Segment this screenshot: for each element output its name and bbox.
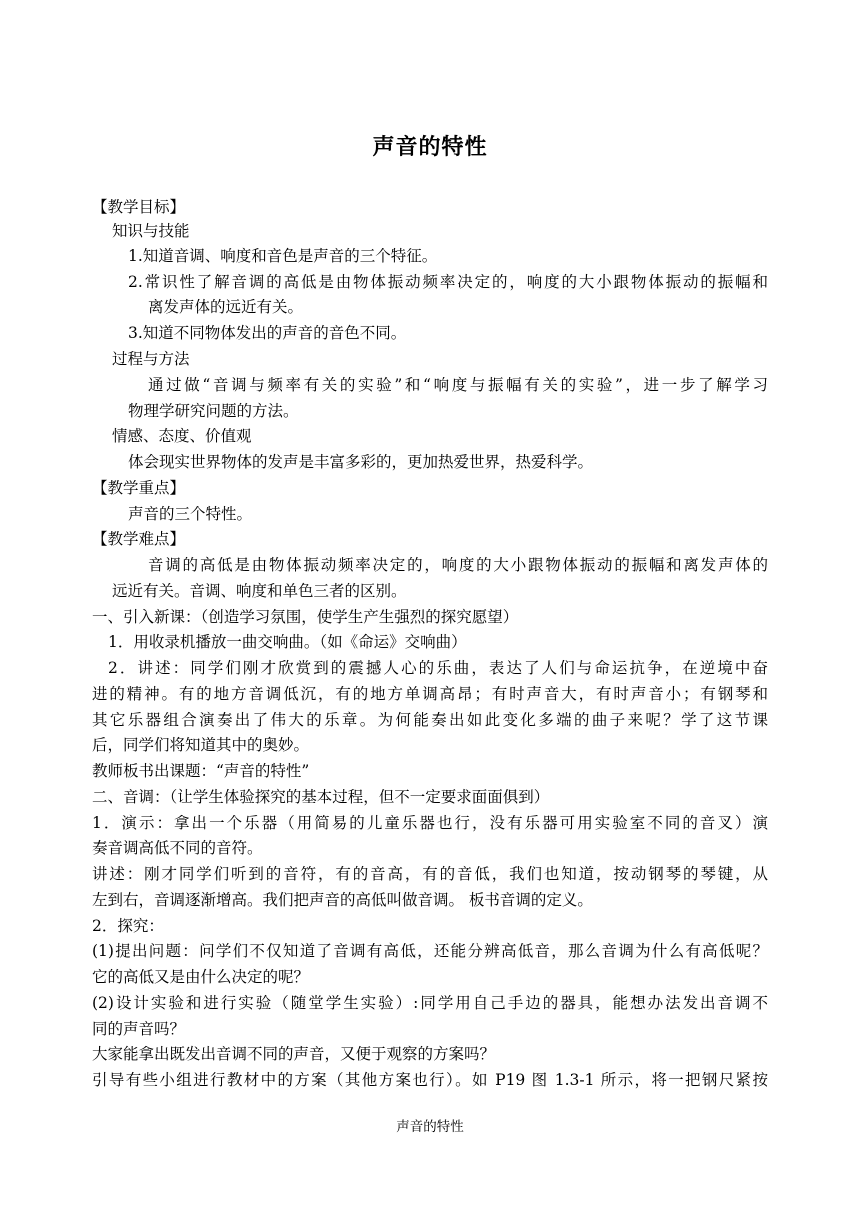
text-line: 大家能拿出既发出音调不同的声音，又便于观察的方案吗？ [92, 1045, 496, 1063]
text-line: 后，同学们将知道其中的奥妙。 [92, 736, 310, 754]
text-line: 2．讲述：同学们刚才欣赏到的震撼人心的乐曲，表达了人们与命运抗争，在逆境中奋 [108, 659, 768, 677]
text-line: (2)设计实验和进行实验（随堂学生实验）:同学用自己手边的器具，能想办法发出音调不 [92, 994, 768, 1012]
text-line: 1.知道音调、响度和音色是声音的三个特征。 [128, 247, 438, 265]
text-line: 2.常识性了解音调的高低是由物体振动频率决定的，响度的大小跟物体振动的振幅和 [128, 273, 768, 291]
text-line: (1)提出问题：问学们不仅知道了音调有高低，还能分辨高低音，那么音调为什么有高低呢？ [92, 942, 768, 960]
text-line: 同的声音吗？ [92, 1020, 186, 1038]
text-line: 远近有关。音调、响度和单色三者的区别。 [112, 582, 407, 600]
text-line: 3.知道不同物体发出的声音的音色不同。 [128, 324, 407, 342]
section-heading-pitch: 二、音调：（让学生体验探究的基本过程，但不一定要求面面俱到） [92, 788, 550, 806]
subheading-process-methods: 过程与方法 [112, 350, 190, 368]
text-line: 通过做“音调与频率有关的实验”和“响度与振幅有关的实验”，进一步了解学习 [148, 376, 768, 394]
subheading-knowledge-skills: 知识与技能 [112, 222, 190, 240]
text-line: 其它乐器组合演奏出了伟大的乐章。为何能奏出如此变化多端的曲子来呢？学了这节课 [92, 711, 768, 729]
text-line: 体会现实世界物体的发声是丰富多彩的，更加热爱世界，热爱科学。 [128, 453, 594, 471]
text-line: 物理学研究问题的方法。 [128, 402, 299, 420]
text-line: 离发声体的远近有关。 [148, 298, 304, 316]
subheading-emotion-values: 情感、态度、价值观 [112, 427, 252, 445]
text-line: 1．用收录机播放一曲交响曲。（如《命运》交响曲） [108, 633, 467, 651]
text-line: 音调的高低是由物体振动频率决定的，响度的大小跟物体振动的振幅和离发声体的 [148, 556, 768, 574]
page-title: 声音的特性 [372, 134, 488, 160]
text-line: 声音的三个特性。 [128, 505, 253, 523]
section-heading-objectives: 【教学目标】 [92, 198, 186, 216]
text-line: 进的精神。有的地方音调低沉，有的地方单调高昂；有时声音大，有时声音小；有钢琴和 [92, 685, 768, 703]
text-line: 讲述：刚才同学们听到的音符，有的音高，有的音低，我们也知道，按动钢琴的琴键，从 [92, 865, 768, 883]
text-line: 2．探究： [92, 917, 164, 935]
text-line: 教师板书出课题：“声音的特性” [92, 762, 310, 780]
section-heading-difficulties: 【教学难点】 [92, 530, 186, 548]
section-heading-intro: 一、引入新课：（创造学习氛围，使学生产生强烈的探究愿望） [92, 608, 519, 626]
section-heading-key-points: 【教学重点】 [92, 479, 186, 497]
text-line: 引导有些小组进行教材中的方案（其他方案也行）。如 P19 图 1.3-1 所示，将一把钢尺紧按 [92, 1071, 768, 1089]
text-line: 1．演示：拿出一个乐器（用简易的儿童乐器也行，没有乐器可用实验室不同的音叉）演 [92, 814, 768, 832]
text-line: 它的高低又是由什么决定的呢？ [92, 968, 310, 986]
page-footer: 声音的特性 [396, 1119, 464, 1135]
text-line: 奏音调高低不同的音符。 [92, 839, 263, 857]
text-line: 左到右，音调逐渐增高。我们把声音的高低叫做音调。 板书音调的定义。 [92, 891, 593, 909]
